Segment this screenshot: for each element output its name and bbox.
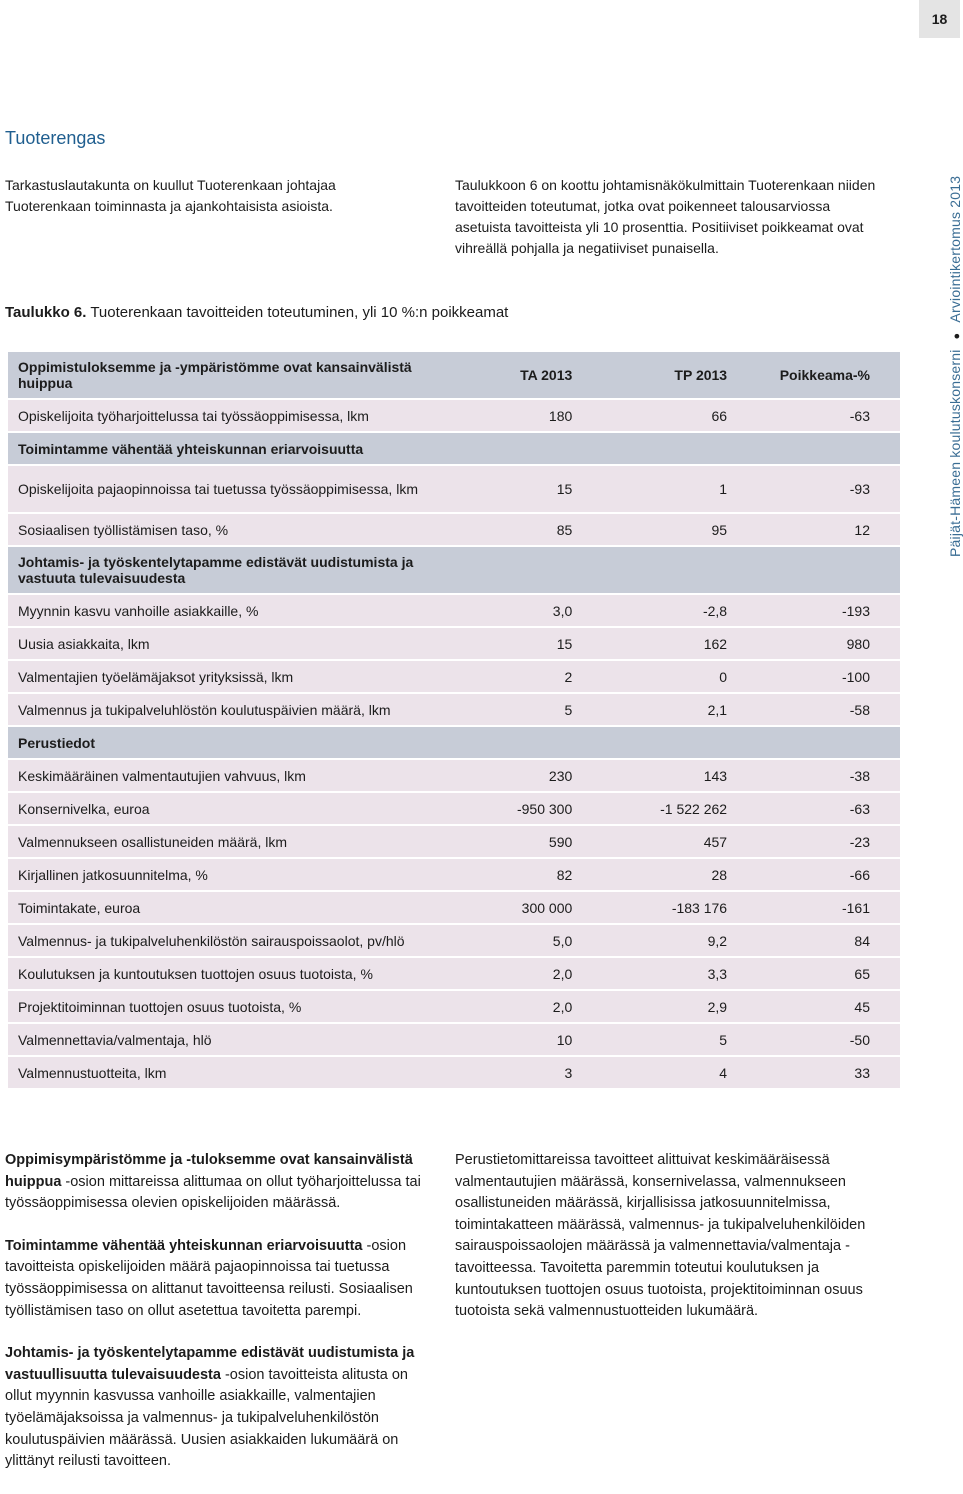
row-ta: 3,0 bbox=[462, 595, 590, 626]
row-tp: 28 bbox=[590, 859, 745, 890]
row-label: Keskimääräinen valmentautujien vahvuus, lkm bbox=[8, 760, 462, 791]
row-diff: -66 bbox=[745, 859, 900, 890]
row-diff: -161 bbox=[745, 892, 900, 923]
row-label: Myynnin kasvu vanhoille asiakkaille, % bbox=[8, 595, 462, 626]
table-caption-text: Tuoterenkaan tavoitteiden toteutuminen, yli 10 %:n poikkeamat bbox=[86, 304, 509, 321]
row-tp: 457 bbox=[590, 826, 745, 857]
sidebar-report: Arviointikertomus 2013 bbox=[947, 175, 963, 323]
body-paragraph bbox=[5, 1150, 425, 1215]
header-section: Oppimistuloksemme ja -ympäristömme ovat kansainvälistä huippua bbox=[8, 352, 462, 398]
row-label: Opiskelijoita työharjoittelussa tai työssäoppimisessa, lkm bbox=[8, 400, 462, 431]
table-row bbox=[8, 958, 900, 989]
row-diff: 33 bbox=[745, 1057, 900, 1088]
section-label: Perustiedot bbox=[8, 727, 900, 758]
row-tp: 162 bbox=[590, 628, 745, 659]
kpi-table bbox=[8, 350, 900, 1090]
table-row bbox=[8, 925, 900, 956]
row-tp: 2,1 bbox=[590, 694, 745, 725]
paragraph-heading: Toimintamme vähentää yhteiskunnan eriarvoisuutta bbox=[5, 1237, 363, 1254]
page-number: 18 bbox=[919, 0, 960, 38]
row-ta: -950 300 bbox=[462, 793, 590, 824]
row-diff: 980 bbox=[745, 628, 900, 659]
row-label: Opiskelijoita pajaopinnoissa tai tuetussa työssäoppimisessa, lkm bbox=[8, 466, 462, 512]
section-title: Tuoterengas bbox=[5, 128, 106, 148]
row-tp: 5 bbox=[590, 1024, 745, 1055]
row-diff: -58 bbox=[745, 694, 900, 725]
row-label: Valmennus ja tukipalveluhlöstön koulutuspäivien määrä, lkm bbox=[8, 694, 462, 725]
row-diff: 12 bbox=[745, 514, 900, 545]
row-ta: 15 bbox=[462, 466, 590, 512]
intro-right-paragraph: Taulukkoon 6 on koottu johtamisnäkökulmittain Tuoterenkaan niiden tavoitteiden toteutumat, jotka ovat poikenneet talousarviossa asetuista tavoitteista yli 10 prosenttia. Positiiviset poikkeamat ovat vihreällä pohjalla ja negatiiviset punaisella. bbox=[455, 177, 876, 256]
body-paragraph bbox=[5, 1343, 425, 1473]
row-ta: 300 000 bbox=[462, 892, 590, 923]
row-label: Projektitoiminnan tuottojen osuus tuotoista, % bbox=[8, 991, 462, 1022]
table-row bbox=[8, 760, 900, 791]
intro-left-paragraph: Tarkastuslautakunta on kuullut Tuoterenkaan johtajaa Tuoterenkaan toiminnasta ja ajankohtaisista asioista. bbox=[5, 177, 336, 214]
table-row bbox=[8, 400, 900, 431]
row-tp: -183 176 bbox=[590, 892, 745, 923]
row-diff: -23 bbox=[745, 826, 900, 857]
row-diff: -193 bbox=[745, 595, 900, 626]
row-ta: 5,0 bbox=[462, 925, 590, 956]
table-row bbox=[8, 628, 900, 659]
row-ta: 230 bbox=[462, 760, 590, 791]
row-diff: -63 bbox=[745, 400, 900, 431]
section-label: Toimintamme vähentää yhteiskunnan eriarvoisuutta bbox=[8, 433, 900, 464]
table-row bbox=[8, 859, 900, 890]
row-ta: 15 bbox=[462, 628, 590, 659]
table-row bbox=[8, 661, 900, 692]
row-tp: 4 bbox=[590, 1057, 745, 1088]
body-right-column bbox=[455, 1150, 880, 1344]
row-tp: -2,8 bbox=[590, 595, 745, 626]
sidebar-vertical-title bbox=[936, 125, 963, 565]
row-diff: -50 bbox=[745, 1024, 900, 1055]
row-label: Sosiaalisen työllistämisen taso, % bbox=[8, 514, 462, 545]
row-tp: 0 bbox=[590, 661, 745, 692]
table-caption bbox=[5, 304, 508, 321]
table-row bbox=[8, 694, 900, 725]
body-left-column bbox=[5, 1150, 425, 1494]
row-ta: 590 bbox=[462, 826, 590, 857]
row-tp: 95 bbox=[590, 514, 745, 545]
row-tp: 1 bbox=[590, 466, 745, 512]
bullet-icon: ● bbox=[951, 332, 963, 340]
section-label: Johtamis- ja työskentelytapamme edistävät uudistumista ja vastuuta tulevaisuudesta bbox=[8, 547, 462, 593]
paragraph-text: -osion tavoitteista alitusta on ollut myynnin kasvussa vanhoille asiakkaille, valmentajien työelämäjaksoissa ja valmennus- ja tukipalveluhenkilöstön koulutuspäivien määrässä. Uusien asiakkaiden lukumäärä on ylittänyt reilusti tavoitteen. bbox=[5, 1366, 408, 1470]
row-label: Valmennus- ja tukipalveluhenkilöstön sairauspoissaolot, pv/hlö bbox=[8, 925, 462, 956]
row-label: Konsernivelka, euroa bbox=[8, 793, 462, 824]
table-row bbox=[8, 1024, 900, 1055]
table-header-row bbox=[8, 352, 900, 398]
header-tp: TP 2013 bbox=[590, 352, 745, 398]
row-tp: -1 522 262 bbox=[590, 793, 745, 824]
table-row bbox=[8, 991, 900, 1022]
row-diff: -100 bbox=[745, 661, 900, 692]
paragraph-heading: Johtamis- ja työskentelytapamme edistävät uudistumista ja vastuullisuutta tulevaisuudesta bbox=[5, 1345, 415, 1383]
row-ta: 85 bbox=[462, 514, 590, 545]
body-paragraph bbox=[5, 1236, 425, 1322]
row-label: Toimintakate, euroa bbox=[8, 892, 462, 923]
row-label: Uusia asiakkaita, lkm bbox=[8, 628, 462, 659]
row-ta: 180 bbox=[462, 400, 590, 431]
row-ta: 2 bbox=[462, 661, 590, 692]
row-label: Valmennukseen osallistuneiden määrä, lkm bbox=[8, 826, 462, 857]
header-ta: TA 2013 bbox=[462, 352, 590, 398]
row-diff: 45 bbox=[745, 991, 900, 1022]
table-row bbox=[8, 1057, 900, 1088]
table-section-row bbox=[8, 547, 900, 593]
row-tp: 3,3 bbox=[590, 958, 745, 989]
row-diff: 84 bbox=[745, 925, 900, 956]
paragraph-text: -osion mittareissa alittumaa on ollut työharjoittelussa tai työssäoppimisessa olevien opiskelijoiden määrässä. bbox=[5, 1173, 421, 1212]
table-section-row bbox=[8, 727, 900, 758]
row-diff: -63 bbox=[745, 793, 900, 824]
row-ta: 5 bbox=[462, 694, 590, 725]
row-label: Kirjallinen jatkosuunnitelma, % bbox=[8, 859, 462, 890]
table-row bbox=[8, 826, 900, 857]
row-ta: 2,0 bbox=[462, 958, 590, 989]
paragraph-text: -osion tavoitteista opiskelijoiden määrä pajaopinnoissa tai tuetussa työssäoppimisessa on alittanut tavoitteensa reilusti. Sosiaalisen työllistämisen taso on ollut asetettua tavoitetta parempi. bbox=[5, 1237, 413, 1319]
row-ta: 82 bbox=[462, 859, 590, 890]
table-row bbox=[8, 793, 900, 824]
row-ta: 3 bbox=[462, 1057, 590, 1088]
paragraph-heading: Oppimisympäristömme ja -tuloksemme ovat kansainvälistä huippua bbox=[5, 1152, 413, 1190]
table-caption-label: Taulukko 6. bbox=[5, 304, 87, 321]
row-label: Valmentajien työelämäjaksot yrityksissä, lkm bbox=[8, 661, 462, 692]
row-label: Valmennettavia/valmentaja, hlö bbox=[8, 1024, 462, 1055]
row-tp: 2,9 bbox=[590, 991, 745, 1022]
row-ta: 2,0 bbox=[462, 991, 590, 1022]
row-tp: 66 bbox=[590, 400, 745, 431]
row-label: Valmennustuotteita, lkm bbox=[8, 1057, 462, 1088]
table-row bbox=[8, 466, 900, 512]
header-diff: Poikkeama-% bbox=[745, 352, 900, 398]
row-diff: -93 bbox=[745, 466, 900, 512]
table-row bbox=[8, 514, 900, 545]
table-section-row bbox=[8, 433, 900, 464]
row-diff: 65 bbox=[745, 958, 900, 989]
table-row bbox=[8, 595, 900, 626]
row-tp: 143 bbox=[590, 760, 745, 791]
row-label: Koulutuksen ja kuntoutuksen tuottojen osuus tuotoista, % bbox=[8, 958, 462, 989]
row-ta: 10 bbox=[462, 1024, 590, 1055]
row-tp: 9,2 bbox=[590, 925, 745, 956]
table-row bbox=[8, 892, 900, 923]
body-paragraph: Perustietomittareissa tavoitteet alittuivat keskimääräisessä valmentautujien määrässä, konsernivelassa, valmennukseen osallistuneiden määrässä, kirjallisissa jatkosuunnitelmissa, toimintakatteen määrässä, valmennus- ja tukipalveluhenkilöiden sairauspoissaolojen määrässä ja valmennettavia/valmentaja -tavoitteessa. Tavoitetta paremmin toteutui koulutuksen ja kuntoutuksen tuottojen osuus tuotoista, projektitoiminnan osuus tuotoista sekä valmennustuotteiden lukumäärä. bbox=[455, 1152, 866, 1320]
row-diff: -38 bbox=[745, 760, 900, 791]
sidebar-org: Päijät-Hämeen koulutuskonserni bbox=[947, 349, 963, 557]
